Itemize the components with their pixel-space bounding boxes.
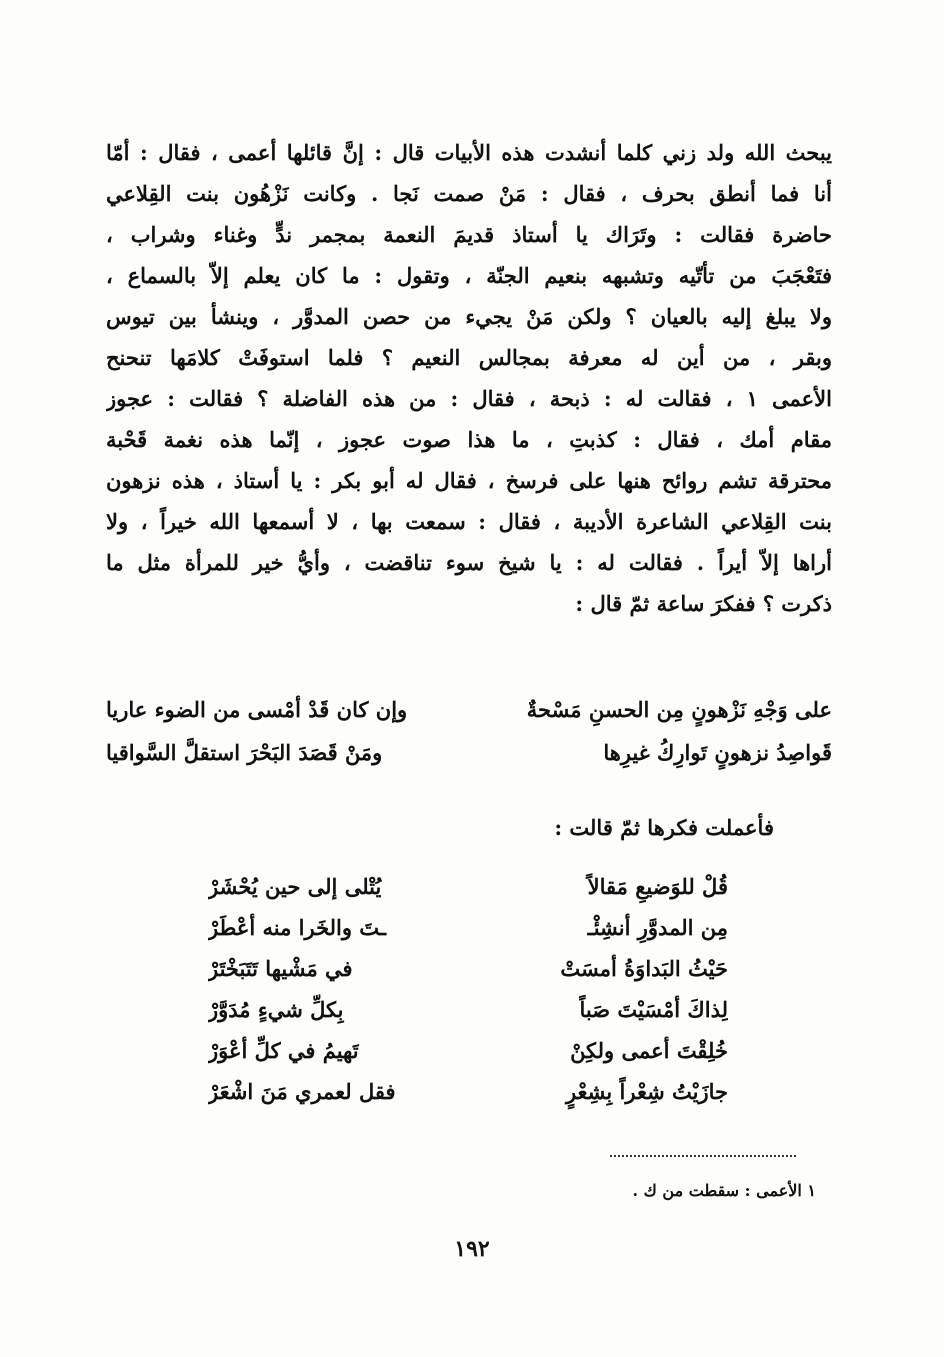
- prose-line: محترقة تشم روائح هنها على فرسخ ، فقال له أبو بكر : يا أستاذ ، هذه نزهون: [106, 468, 832, 493]
- prose-paragraph: [106, 132, 832, 624]
- prose-line: أراها إلاّ أيراً . فقالت له : يا شيخ سوء تناقضت ، وأيُّ خير للمرأة مثل ما: [106, 550, 832, 575]
- footnote-divider: [610, 1155, 796, 1157]
- prose-line: ذكرت ؟ ففكرَ ساعة ثمّ قال :: [575, 591, 832, 616]
- verse-second-hemistich: فقل لعمري مَنَ اشْعَرْ: [208, 1079, 396, 1104]
- verse-first-hemistich: مِن المدوَّرِ أنشِئْـ: [587, 915, 728, 940]
- prose-line: بنت القِلاعي الشاعرة الأديبة ، فقال : سمعت بها ، لا أسمعها الله خيراً ، ولا: [106, 509, 832, 534]
- verse-first-hemistich: على وَجْهِ نَزْهونٍ مِن الحسنِ مَسْحةٌ: [526, 697, 832, 722]
- page-number: ١٩٢: [454, 1236, 490, 1262]
- verse-line: [208, 1071, 728, 1112]
- verse-second-hemistich: في مَشْيها تَتَبَخْتَرْ: [208, 956, 353, 981]
- prose-line: حاضرة فقالت : وتَرَاك يا أستاذ قديمَ النعمة بمجمر ندٍّ وغناء وشراب ،: [106, 222, 832, 247]
- prose-line: مقام أمك ، فقال : كذبتِ ، ما هذا صوت عجوز ، إنّما هذه نغمة قَحْبة: [106, 427, 832, 452]
- prose-line: الأعمى ١ ، فقالت له : ذبحة ، فقال : من هذه الفاضلة ؟ فقالت : عجوز: [106, 386, 832, 411]
- verse-line: [208, 907, 728, 948]
- prose-line: أنا فما أنطق بحرف ، فقال : مَنْ صمت نَجا . وكانت نَزْهُون بنت القِلاعي: [106, 181, 832, 206]
- verse-second-hemistich: ـتَ والخَرا منه أعْطَرْ: [208, 915, 387, 940]
- prose-line: فتَعْجَبَ من تأتّيه وتشبهه بنعيم الجنّة ، وتقول : ما كان يعلم إلاّ بالسماع ،: [106, 263, 832, 288]
- verse-first-hemistich: حَيْثُ البَداوَةُ أمسَتْ: [560, 956, 728, 981]
- verse-intro-line: فأعملت فكرها ثمّ قالت :: [554, 815, 774, 840]
- verse-first-hemistich: قُلْ للوَضيعِ مَقالاً: [587, 874, 728, 899]
- poem-nazhun-beauty: [106, 688, 832, 774]
- poem-nazhun-reply: [208, 866, 728, 1112]
- verse-line: [106, 688, 832, 731]
- verse-line: [208, 948, 728, 989]
- verse-second-hemistich: يُتْلى إلى حين يُحْشَرْ: [208, 874, 382, 899]
- prose-line: يبحث الله ولد زني كلما أنشدت هذه الأبيات قال : إنَّ قائلها أعمى ، فقال : أمّا: [106, 140, 832, 165]
- verse-first-hemistich: جازَيْتُ شِعْراً بِشِعْرٍ: [565, 1079, 728, 1104]
- verse-line: [106, 731, 832, 774]
- verse-line: [208, 989, 728, 1030]
- verse-line: [208, 866, 728, 907]
- verse-first-hemistich: لِذاكَ أمْسَيْتَ صَباً: [579, 997, 728, 1022]
- verse-second-hemistich: وإن كان قَدْ أمْسى من الضوء عاريا: [106, 697, 408, 722]
- verse-second-hemistich: تَهيمُ في كلِّ أعْوَرْ: [208, 1038, 359, 1063]
- verse-line: [208, 1030, 728, 1071]
- footnote: ١ الأعمى : سقطت من ك .: [632, 1181, 816, 1200]
- verse-first-hemistich: خُلِقْتَ أعمى ولكِنْ: [570, 1038, 728, 1063]
- prose-line: ولا يبلغ إليه بالعيان ؟ ولكن مَنْ يجيء من حصن المدوَّر ، وينشأ بين تيوس: [106, 304, 832, 329]
- verse-second-hemistich: ومَنْ قَصَدَ البَحْرَ استقلَّ السَّواقيا: [106, 740, 383, 765]
- verse-first-hemistich: قَواصِدُ نزهونٍ تَوارِكُ غيرِها: [603, 740, 832, 765]
- verse-second-hemistich: بِكلِّ شيءٍ مُدَوَّرْ: [208, 997, 344, 1022]
- prose-line: وبقر ، من أين له معرفة بمجالس النعيم ؟ فلما استوفَتْ كلامَها تنحنح: [106, 345, 832, 370]
